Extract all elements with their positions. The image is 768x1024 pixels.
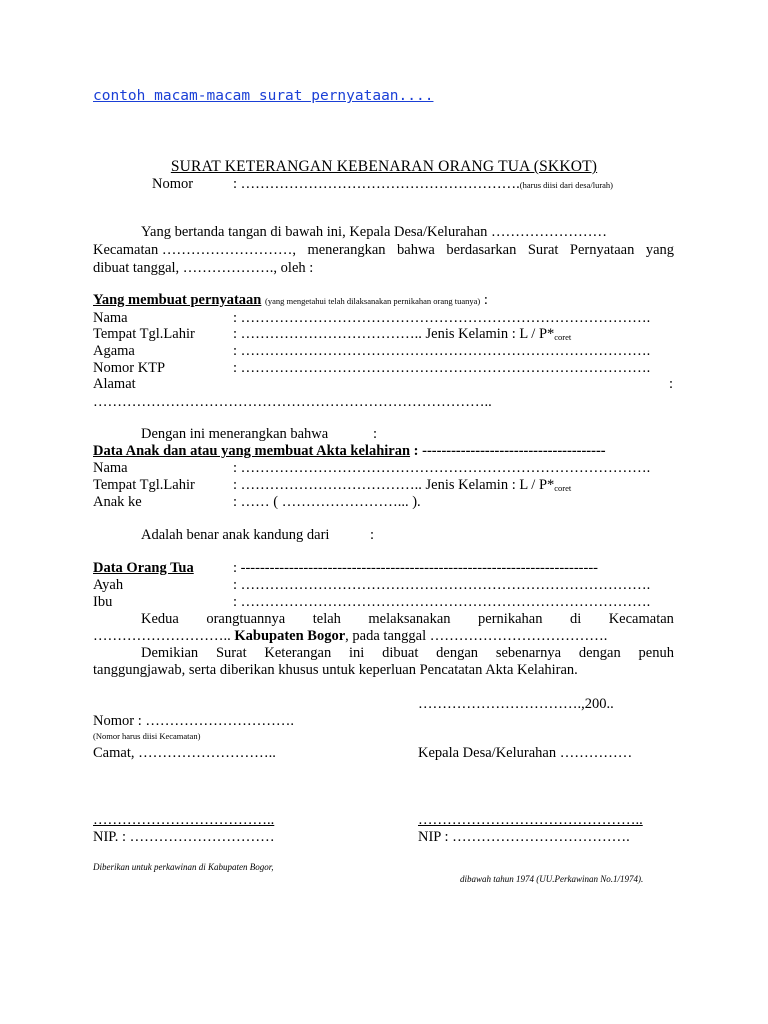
pembuat-agama-label: Agama (93, 343, 135, 359)
signature-line-left: ……………………………….. (93, 812, 275, 828)
pembuat-ktp-label: Nomor KTP (93, 360, 166, 376)
kedua-word: telah (312, 611, 341, 627)
example-letters-link[interactable]: contoh macam-macam surat pernyataan.... (93, 88, 434, 104)
pembuat-ttl-value: : ……………………………….. Jenis Kelamin : L / P* (233, 326, 555, 342)
anak-ke-label: Anak ke (93, 494, 142, 510)
intro-word: Surat (527, 242, 559, 258)
anak-ttl-label: Tempat Tgl.Lahir (93, 477, 195, 493)
ortu-ibu-value: : …………………………………………………………………………. (233, 594, 651, 610)
kades-label: Kepala Desa/Kelurahan …………… (418, 745, 633, 761)
kandung-text: Adalah benar anak kandung dari (141, 527, 330, 543)
anak-ttl-row (233, 477, 571, 494)
pembuat-nama-label: Nama (93, 310, 128, 326)
kedua-line-2 (93, 628, 607, 645)
ortu-heading-suffix: : -------------------------------------------------------------------------- (233, 560, 598, 576)
intro-word: menerangkan (307, 242, 386, 258)
intro-word: yang (645, 242, 674, 258)
pembuat-alamat-label: Alamat (93, 376, 136, 392)
closing-word: Keterangan (264, 645, 332, 661)
kedua-line-2-post: , pada tanggal ………………………………. (345, 628, 608, 644)
anak-ttl-value: : ……………………………….. Jenis Kelamin : L / P* (233, 477, 555, 493)
ortu-ayah-label: Ayah (93, 577, 124, 593)
pembuat-agama-value: : …………………………………………………………………………. (233, 343, 651, 359)
anak-nama-label: Nama (93, 460, 128, 476)
anak-heading: Data Anak dan atau yang membuat Akta kelahiran (93, 443, 411, 459)
sign-nomor: Nomor : …………………………. (93, 713, 294, 729)
closing-word: dengan (578, 645, 621, 661)
pembuat-nama-value: : …………………………………………………………………………. (233, 310, 651, 326)
pembuat-ttl-sub: coret (554, 332, 572, 342)
ortu-ibu-label: Ibu (93, 594, 113, 610)
nomor-value: : …………………………………………………. (233, 176, 520, 192)
nip-right: NIP : ………………………………. (418, 829, 630, 845)
document-title: SURAT KETERANGAN KEBENARAN ORANG TUA (SKKOT) (170, 158, 598, 175)
camat-label: Camat, ……………………….. (93, 745, 276, 761)
pembuat-heading-colon: : (483, 292, 488, 308)
kedua-line-1 (141, 611, 674, 628)
sign-nomor-note: (Nomor harus diisi Kecamatan) (93, 731, 201, 741)
nip-left: NIP. : ………………………… (93, 829, 275, 845)
anak-heading-row (93, 443, 606, 460)
kabupaten-name: Kabupaten Bogor (234, 628, 346, 644)
kedua-word: Kecamatan (608, 611, 674, 627)
closing-line-2: tanggungjawab, serta diberikan khusus untuk keperluan Pencatatan Akta Kelahiran. (93, 662, 578, 678)
pembuat-ttl-row (233, 326, 571, 343)
intro-word: bahwa (397, 242, 435, 258)
nomor-label: Nomor (152, 176, 194, 192)
closing-word: ini (349, 645, 365, 661)
anak-nama-value: : …………………………………………………………………………. (233, 460, 651, 476)
intro-line-1: Yang bertanda tangan di bawah ini, Kepala Desa/Kelurahan …………………… (141, 224, 608, 240)
anak-ttl-sub: coret (554, 483, 572, 493)
pembuat-alamat-value: ……………………………………………………………………….. (93, 394, 492, 410)
footer-left: Diberikan untuk perkawinan di Kabupaten Bogor, (93, 862, 274, 872)
closing-line-1 (141, 645, 674, 662)
footer-right: dibawah tahun 1974 (UU.Perkawinan No.1/1974). (460, 874, 644, 884)
anak-heading-suffix: : -------------------------------------- (410, 443, 606, 459)
kedua-word: orangtuannya (206, 611, 286, 627)
closing-word: penuh (638, 645, 674, 661)
closing-word: Demikian (141, 645, 199, 661)
kedua-word: Kedua (141, 611, 179, 627)
kedua-word: pernikahan (478, 611, 543, 627)
pembuat-ktp-value: : …………………………………………………………………………. (233, 360, 651, 376)
ortu-heading (93, 560, 194, 577)
pembuat-alamat-colon: : (669, 376, 674, 392)
pembuat-heading-note: (yang mengetahui telah dilaksanakan pernikahan orang tuanya) (265, 296, 481, 306)
kedua-line-2-pre: ……………………….. (93, 628, 235, 644)
closing-word: dengan (436, 645, 479, 661)
kedua-word: melaksanakan (368, 611, 451, 627)
ortu-heading-text: Data Orang Tua (93, 560, 194, 576)
intro-word: Pernyataan (569, 242, 635, 258)
kedua-word: di (569, 611, 582, 627)
closing-word: dibuat (382, 645, 419, 661)
intro-line-3: dibuat tanggal, ………………., oleh : (93, 260, 314, 276)
closing-word: sebenarnya (495, 645, 562, 661)
pembuat-heading-row (93, 292, 488, 309)
nomor-note: (harus diisi dari desa/lurah) (519, 180, 614, 190)
intro-word: Kecamatan ………………………, (93, 242, 296, 258)
intro-word: berdasarkan (446, 242, 517, 258)
closing-word: Surat (215, 645, 247, 661)
pembuat-ttl-label: Tempat Tgl.Lahir (93, 326, 195, 342)
pembuat-heading: Yang membuat pernyataan (93, 292, 262, 308)
kandung-colon: : (370, 527, 375, 543)
signature-line-right: ……………………………………….. (418, 812, 643, 828)
sign-date: …………………………….,200.. (418, 696, 614, 712)
anak-lead-colon: : (373, 426, 378, 442)
anak-lead: Dengan ini menerangkan bahwa (141, 426, 329, 442)
nomor-row (233, 176, 613, 193)
intro-line-2 (93, 242, 674, 259)
ortu-ayah-value: : …………………………………………………………………………. (233, 577, 651, 593)
anak-ke-value: : …… ( ……………………... ). (233, 494, 421, 510)
